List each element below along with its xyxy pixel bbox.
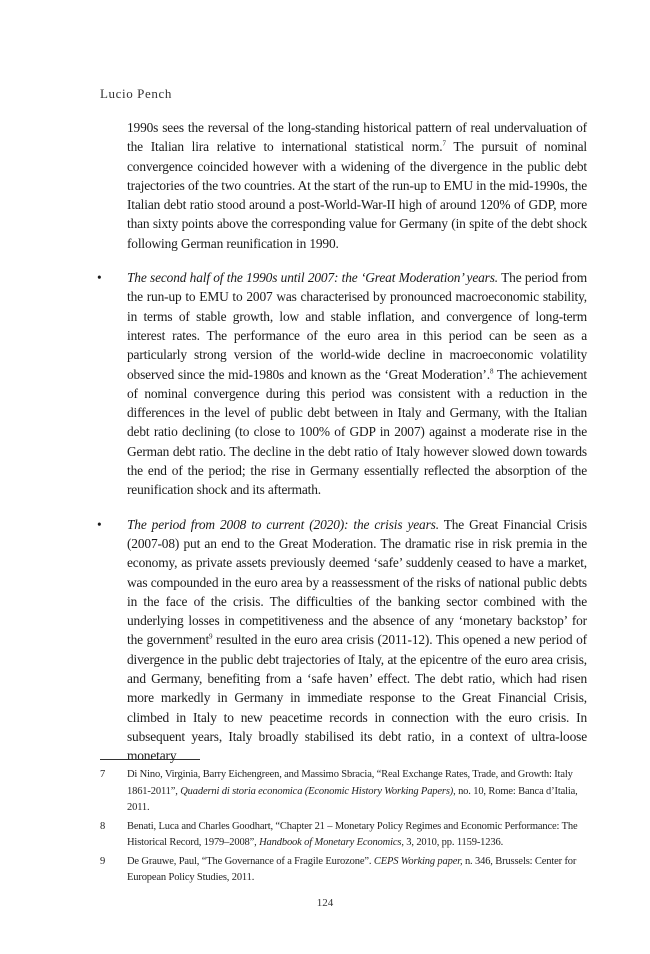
bullet-text-b: The achievement of nominal convergence during this period was consistent with a reduction in the differences in the level of public debt between in Italy and Germany, with the Italian debt ratio declining (to close to 100% of GDP in 2007) against a moderate rise in the German debt ratio. The decline in the debt ratio of Italy however slowed down towards the end of the period; the rise in Germany essentially reflected the absorption of the reunification shock and its aftermath.: [127, 366, 588, 498]
bullet-heading: The second half of the 1990s until 2007: the ‘Great Moderation’ years.: [127, 270, 499, 286]
bullet-paragraph: [127, 515, 587, 766]
footnote-number: 9: [100, 855, 106, 867]
bullet-item-great-moderation: [97, 268, 588, 500]
footnote-9: [100, 854, 587, 887]
footnote-italic: Quaderni di storia economica (Economic History Working Papers),: [180, 785, 456, 797]
intro-paragraph: [127, 118, 587, 253]
bullet-heading: The period from 2008 to current (2020): the crisis years.: [127, 516, 439, 532]
footnote-text-b: n. 346, Brussels: Center for European Policy Studies, 2011.: [127, 855, 577, 883]
page-number: 124: [316, 897, 334, 909]
bullet-marker: •: [97, 516, 102, 532]
footnote-ref-9[interactable]: 9: [209, 632, 213, 641]
footnote-8: [100, 819, 587, 852]
bullet-paragraph: [127, 268, 587, 500]
footnote-text-b: , 3, 2010, pp. 1159-1236.: [401, 837, 504, 848]
footnote-number: 8: [100, 820, 106, 832]
footnote-ref-7[interactable]: 7: [442, 139, 446, 148]
footnotes: [100, 767, 587, 889]
footnote-text-a: Benati, Luca and Charles Goodhart, “Chapter 21 – Monetary Policy Regimes and Economic Performance: The Historical Record, 1979–2008”,: [127, 820, 578, 848]
bullet-marker: •: [97, 270, 102, 286]
body-text: [97, 118, 588, 766]
intro-text-a: 1990s sees the reversal of the long-standing historical pattern of real undervaluation of the Italian lira relative to international statistical norm.: [127, 120, 587, 155]
running-head: Lucio Pench: [100, 86, 172, 101]
footnote-italic: CEPS Working paper,: [373, 855, 463, 867]
intro-text-b: The pursuit of nominal convergence coincided however with a widening of the divergence in the public debt trajectories of the two countries. At the start of the run-up to EMU in the mid-1990s, the Italian debt ratio stood around a post-World-War-II high of around 120% of GDP, more than sixty points above the corresponding value for Germany (in spite of the debt shock following German reunification in 1990.: [127, 139, 587, 251]
bullet-text-b: resulted in the euro area crisis (2011-12). This opened a new period of divergence in the public debt trajectories of Italy, at the epicentre of the euro area crisis, and Germany, benefiting from a ‘safe haven’ effect. The debt ratio, which had risen more markedly in Germany in immediate response to the Great Financial Crisis, climbed in Italy to new peacetime records in connection with the euro crisis. In subsequent years, Italy broadly stabilised its debt ratio, in a context of ultra-loose monetary: [127, 632, 587, 764]
footnote-number: 7: [100, 769, 106, 780]
footnote-text-a: De Grauwe, Paul, “The Governance of a Fragile Eurozone”.: [127, 855, 374, 867]
footnote-text-a: Di Nino, Virginia, Barry Eichengreen, and Massimo Sbracia, “Real Exchange Rates, Trade, and Growth: Italy 1861-2011”,: [127, 769, 573, 797]
footnote-text-b: no. 10, Rome: Banca d’Italia, 2011.: [127, 785, 578, 813]
footnote-italic: Handbook of Monetary Economics: [259, 837, 402, 848]
bullet-text-a: The period from the run-up to EMU to 2007 was characterised by pronounced macroeconomic stability, in terms of stable growth, low and stable inflation, and convergence of long-term interest rates. The performance of the euro area in this period can be seen as a particularly strong version of the world-wide decline in macroeconomic volatility observed since the mid-1980s and known as the ‘Great Moderation’.: [127, 270, 587, 382]
footnote-ref-8[interactable]: 8: [489, 367, 494, 376]
footnote-7: [100, 767, 587, 817]
bullet-item-crisis-years: [97, 515, 587, 766]
footnote-divider: [100, 759, 200, 760]
bullet-text-a: The Great Financial Crisis (2007-08) put an end to the Great Moderation. The dramatic rise in risk premia in the economy, as private assets previously deemed ‘safe’ suddenly ceased to have a market, was compounded in the euro area by a reassessment of the risks of national public debts in the face of the crisis. The difficulties of the banking sector combined with the underlying losses in competitiveness and the absence of any ‘monetary backstop’ for the government: [127, 516, 587, 648]
